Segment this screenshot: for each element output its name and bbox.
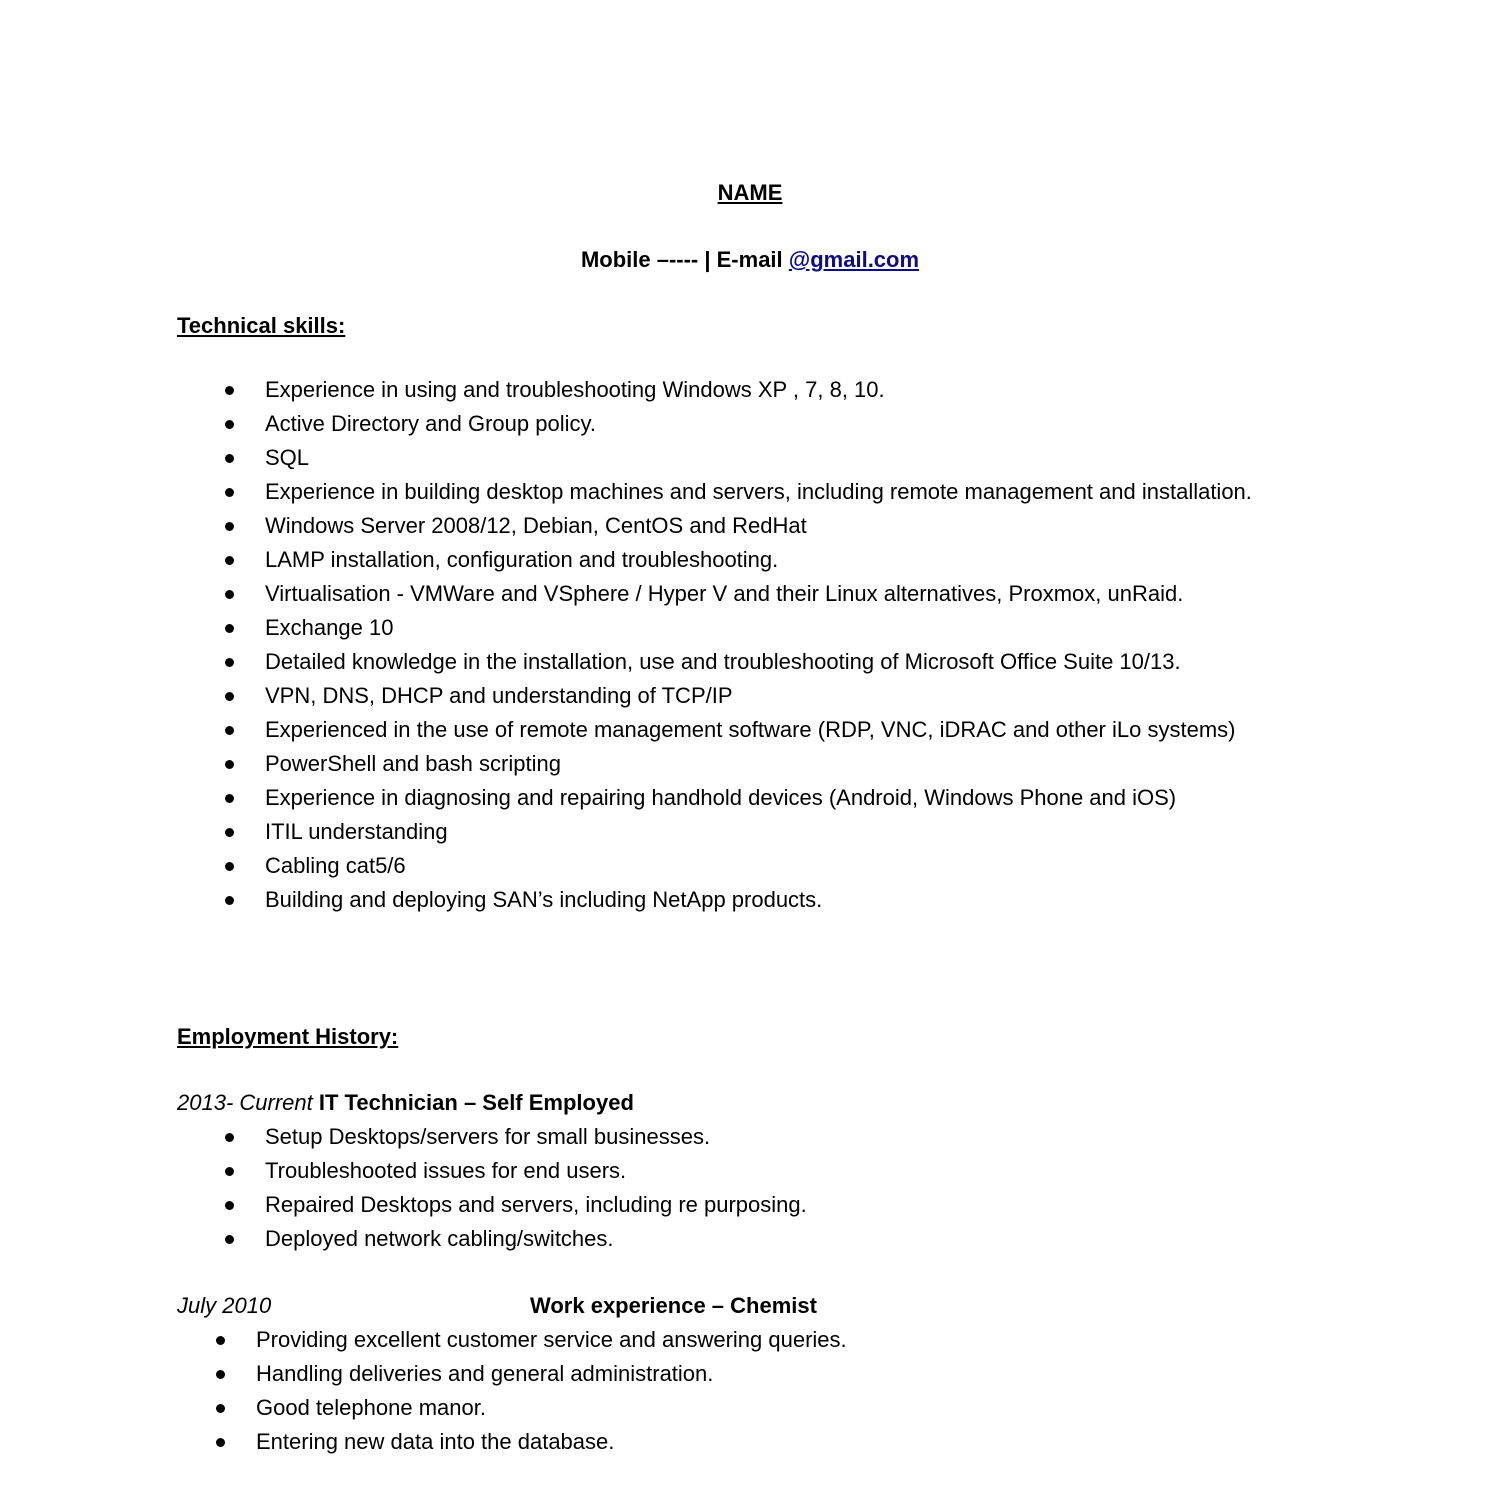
employment-history-heading: Employment History: [177, 1024, 399, 1049]
list-item [177, 1425, 1350, 1459]
list-item [177, 679, 1350, 713]
name-text: NAME [717, 180, 783, 205]
list-item-text: Windows Server 2008/12, Debian, CentOS and RedHat [265, 513, 807, 538]
list-item-text: Detailed knowledge in the installation, use and troubleshooting of Microsoft Office Suite 10/13. [265, 649, 1181, 674]
bullet-icon [225, 862, 234, 871]
bullet-icon [225, 794, 234, 803]
list-item-text: Providing excellent customer service and answering queries. [256, 1327, 847, 1352]
list-item-text: Cabling cat5/6 [265, 853, 406, 878]
bullet-icon [225, 1167, 234, 1176]
bullet-icon [225, 828, 234, 837]
email-link[interactable]: @gmail.com [788, 247, 920, 272]
bullet-icon [225, 658, 234, 667]
list-item-text: PowerShell and bash scripting [265, 751, 561, 776]
bullet-icon [216, 1370, 225, 1379]
bullet-icon [216, 1336, 225, 1345]
list-item-text: Experience in building desktop machines and servers, including remote management and installation. [265, 479, 1252, 504]
technical-skills-heading: Technical skills: [177, 313, 346, 338]
bullet-icon [216, 1438, 225, 1447]
technical-skills-list [177, 373, 1350, 917]
bullet-icon [225, 420, 234, 429]
list-item [177, 849, 1350, 883]
list-item-text: Repaired Desktops and servers, including re purposing. [265, 1192, 807, 1217]
list-item [177, 645, 1350, 679]
list-item [177, 373, 1350, 407]
bullet-icon [225, 386, 234, 395]
list-item [177, 577, 1350, 611]
bullet-icon [225, 590, 234, 599]
list-item [177, 747, 1350, 781]
list-item-text: Experienced in the use of remote management software (RDP, VNC, iDRAC and other iLo systems) [265, 717, 1236, 742]
contact-line [0, 243, 1500, 277]
list-item [177, 407, 1350, 441]
list-item [177, 1120, 1350, 1154]
bullet-icon [225, 760, 234, 769]
list-item-text: Setup Desktops/servers for small businesses. [265, 1124, 711, 1149]
bullet-icon [225, 624, 234, 633]
job-title: Work experience – Chemist [530, 1293, 817, 1318]
list-item-text: Handling deliveries and general administration. [256, 1361, 714, 1386]
list-item [177, 815, 1350, 849]
mobile-label: Mobile –---- | E-mail [580, 247, 789, 272]
bullet-icon [225, 1201, 234, 1210]
list-item-text: Virtualisation - VMWare and VSphere / Hyper V and their Linux alternatives, Proxmox, unRaid. [265, 581, 1184, 606]
list-item-text: ITIL understanding [265, 819, 448, 844]
list-item [177, 1154, 1350, 1188]
list-item [177, 883, 1350, 917]
list-item [177, 475, 1350, 509]
name-heading [0, 176, 1500, 210]
job-2-header [177, 1289, 1350, 1323]
list-item [177, 1222, 1350, 1256]
list-item-text: SQL [265, 445, 310, 470]
list-item [177, 1323, 1350, 1357]
job-title: IT Technician – Self Employed [318, 1090, 634, 1115]
bullet-icon [225, 726, 234, 735]
list-item-text: Experience in diagnosing and repairing handhold devices (Android, Windows Phone and iOS) [265, 785, 1177, 810]
list-item [177, 713, 1350, 747]
job-1 [177, 1086, 1350, 1256]
list-item [177, 441, 1350, 475]
bullet-icon [225, 1235, 234, 1244]
list-item-text: Troubleshooted issues for end users. [265, 1158, 627, 1183]
list-item-text: Active Directory and Group policy. [265, 411, 596, 436]
list-item [177, 1188, 1350, 1222]
list-item-text: Deployed network cabling/switches. [265, 1226, 614, 1251]
list-item-text: Entering new data into the database. [256, 1429, 615, 1454]
bullet-icon [225, 556, 234, 565]
bullet-icon [225, 692, 234, 701]
list-item [177, 543, 1350, 577]
list-item-text: VPN, DNS, DHCP and understanding of TCP/IP [265, 683, 733, 708]
bullet-icon [225, 1133, 234, 1142]
list-item [177, 1391, 1350, 1425]
bullet-icon [225, 454, 234, 463]
bullet-icon [225, 896, 234, 905]
bullet-icon [225, 522, 234, 531]
job-1-header [177, 1086, 1350, 1120]
list-item [177, 611, 1350, 645]
list-item-text: Exchange 10 [265, 615, 394, 640]
list-item-text: Building and deploying SAN’s including NetApp products. [265, 887, 823, 912]
bullet-icon [216, 1404, 225, 1413]
job-date: July 2010 [177, 1293, 272, 1318]
list-item-text: Experience in using and troubleshooting Windows XP , 7, 8, 10. [265, 377, 885, 402]
job-2 [177, 1289, 1350, 1459]
list-item [177, 509, 1350, 543]
list-item [177, 781, 1350, 815]
job-date: 2013- Current [177, 1090, 313, 1115]
bullet-icon [225, 488, 234, 497]
list-item-text: LAMP installation, configuration and troubleshooting. [265, 547, 779, 572]
list-item-text: Good telephone manor. [256, 1395, 486, 1420]
list-item [177, 1357, 1350, 1391]
